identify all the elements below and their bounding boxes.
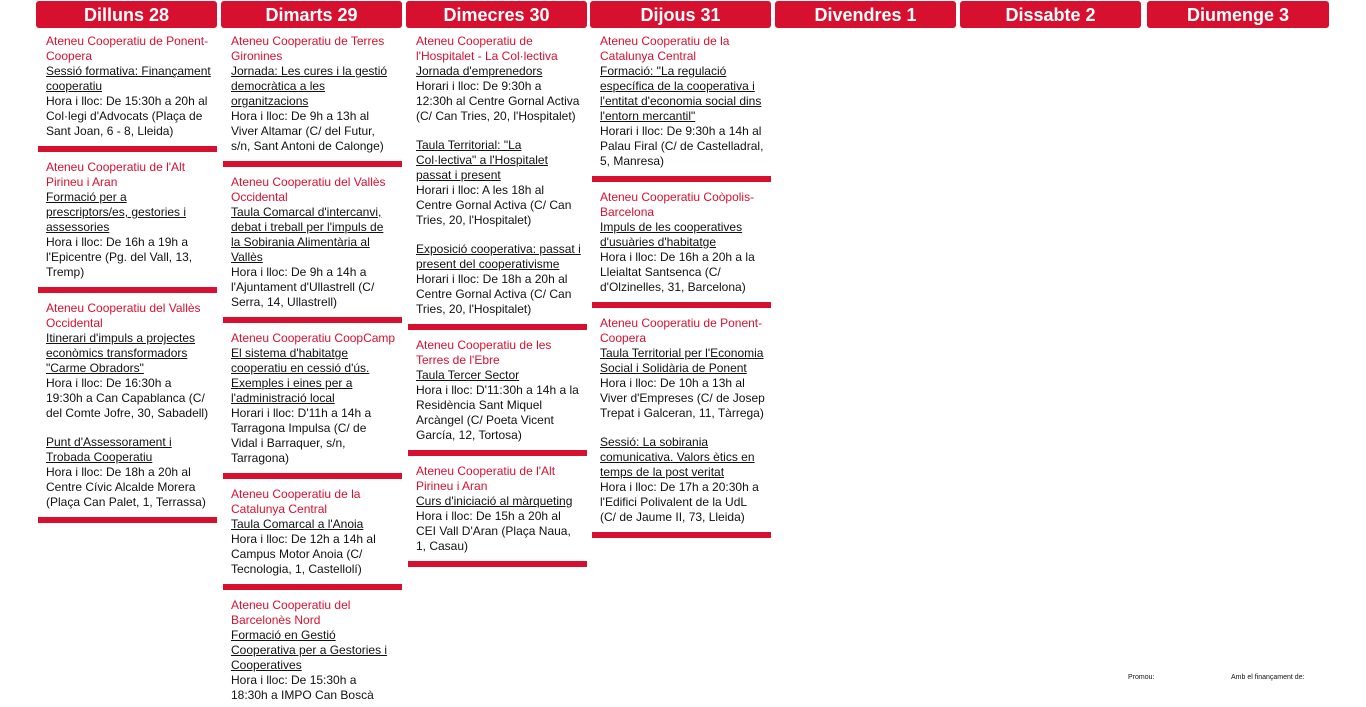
- event-separator: [223, 161, 402, 167]
- event-details: Hora i lloc: De 16:30h a 19:30h a Can Capablanca (C/ del Comte Jofre, 30, Sabadell): [46, 376, 209, 420]
- event-title-link[interactable]: Curs d'iniciació al màrqueting: [416, 494, 573, 508]
- footer-financament-label: Amb el finançament de:: [1231, 674, 1305, 681]
- event-details: Hora i lloc: De 15h a 20h al CEI Vall D'Aran (Plaça Naua, 1, Casau): [416, 509, 571, 553]
- event-details: Horari i lloc: De 9:30h a 12:30h al Centre Gornal Activa (C/ Can Tries, 20, l'Hospitalet): [416, 79, 580, 123]
- event-card: [223, 34, 402, 158]
- footer-promou-label: Promou:: [1128, 674, 1155, 681]
- event-card: [38, 301, 217, 514]
- event-organizer: Ateneu Cooperatiu de Ponent-Coopera: [600, 316, 763, 345]
- event-card: [592, 190, 771, 299]
- event-details: Hora i lloc: De 15:30h a 18:30h a IMPO Can Boscà: [231, 673, 374, 702]
- event-separator: [223, 584, 402, 590]
- event-separator: [38, 287, 217, 293]
- event-organizer: Ateneu Cooperatiu CoopCamp: [231, 331, 396, 345]
- event-separator: [223, 317, 402, 323]
- event-organizer: Ateneu Cooperatiu del Vallès Occidental: [46, 301, 201, 330]
- event-details: Hora i lloc: D'11:30h a 14h a la Residència Sant Miquel Arcàngel (C/ Poeta Vicent García, 12, Tortosa): [416, 383, 579, 442]
- event-title-link[interactable]: Formació per a prescriptors/es, gestories i assessories: [46, 190, 187, 234]
- event-title-link[interactable]: Taula Territorial: "La Col·lectiva" a l'Hospitalet passat i present: [416, 138, 548, 182]
- day-column-tuesday: [223, 34, 402, 707]
- event-organizer: Ateneu Cooperatiu de l'Hospitalet - La Col·lectiva: [416, 34, 558, 63]
- event-details: Horari i lloc: De 9:30h a 14h al Palau Firal (C/ de Castelladral, 5, Manresa): [600, 124, 764, 168]
- event-details: Horari i lloc: De 18h a 20h al Centre Gornal Activa (C/ Can Tries, 20, l'Hospitalet): [416, 272, 572, 316]
- event-card: [223, 331, 402, 470]
- event-details: Hora i lloc: De 15:30h a 20h al Col·legi d'Advocats (Plaça de Sant Joan, 6 - 8, Lleida): [46, 94, 208, 138]
- event-card: [38, 160, 217, 284]
- event-details: Hora i lloc: De 9h a 13h al Viver Altamar (C/ del Futur, s/n, Sant Antoni de Calonge): [231, 109, 384, 153]
- event-separator: [408, 324, 587, 330]
- event-organizer: Ateneu Cooperatiu de l'Alt Pirineu i Aran: [46, 160, 186, 189]
- event-title-link[interactable]: Sessió formativa: Finançament cooperatiu: [46, 64, 211, 93]
- event-organizer: Ateneu Cooperatiu de la Catalunya Central: [231, 487, 361, 516]
- event-card: [592, 316, 771, 529]
- event-title-link[interactable]: Taula Tercer Sector: [416, 368, 520, 382]
- event-organizer: Ateneu Cooperatiu de les Terres de l'Ebre: [416, 338, 552, 367]
- event-details: Hora i lloc: De 17h a 20:30h a l'Edifici Polivalent de la UdL (C/ de Jaume II, 73, Lleida): [600, 480, 759, 524]
- event-organizer: Ateneu Cooperatiu de Ponent-Coopera: [46, 34, 209, 63]
- event-card: [592, 34, 771, 173]
- day-column-monday: [38, 34, 217, 531]
- event-details: Hora i lloc: De 16h a 19h a l'Epicentre (Pg. del Vall, 13, Tremp): [46, 235, 193, 279]
- event-details: Horari i lloc: D'11h a 14h a Tarragona Impulsa (C/ de Vidal i Barraquer, s/n, Tarragona): [231, 406, 372, 465]
- event-title-link[interactable]: Sessió: La sobirania comunicativa. Valors ètics en temps de la post veritat: [600, 435, 755, 479]
- day-header-saturday[interactable]: Dissabte 2: [960, 1, 1141, 28]
- event-details: Hora i lloc: De 12h a 14h al Campus Motor Anoia (C/ Tecnologia, 1, Castellolí): [231, 532, 376, 576]
- event-organizer: Ateneu Cooperatiu de la Catalunya Central: [600, 34, 730, 63]
- event-details: Hora i lloc: De 10h a 13h al Viver d'Empreses (C/ de Josep Trepat i Galceran, 11, Tàrrega): [600, 376, 765, 420]
- event-card: [408, 338, 587, 447]
- event-separator: [408, 561, 587, 567]
- event-details: Hora i lloc: De 18h a 20h al Centre Cívic Alcalde Morera (Plaça Can Palet, 1, Terrassa): [46, 465, 206, 509]
- day-header-sunday[interactable]: Diumenge 3: [1147, 1, 1329, 28]
- event-card: [223, 598, 402, 707]
- event-organizer: Ateneu Cooperatiu de Terres Gironines: [231, 34, 385, 63]
- event-organizer: Ateneu Cooperatiu de l'Alt Pirineu i Aran: [416, 464, 556, 493]
- day-column-wednesday: [408, 34, 587, 575]
- event-card: [408, 464, 587, 558]
- event-organizer: Ateneu Cooperatiu Coòpolis-Barcelona: [600, 190, 755, 219]
- event-separator: [223, 473, 402, 479]
- event-separator: [408, 450, 587, 456]
- day-column-thursday: [592, 34, 771, 546]
- event-title-link[interactable]: Formació en Gestió Cooperativa per a Gestories i Cooperatives: [231, 628, 388, 672]
- day-header-friday[interactable]: Divendres 1: [775, 1, 956, 28]
- event-organizer: Ateneu Cooperatiu del Barcelonès Nord: [231, 598, 351, 627]
- event-details: Hora i lloc: De 16h a 20h a la Lleialtat Santsenca (C/ d'Olzinelles, 31, Barcelona): [600, 250, 755, 294]
- event-separator: [38, 146, 217, 152]
- event-title-link[interactable]: Jornada: Les cures i la gestió democràtica a les organitzacions: [231, 64, 388, 108]
- event-title-link[interactable]: El sistema d'habitatge cooperatiu en cessió d'ús. Exemples i eines per a l'administració local: [231, 346, 370, 405]
- event-separator: [38, 517, 217, 523]
- event-title-link[interactable]: Formació: "La regulació específica de la cooperativa i l'entitat d'economia social dins l'entorn mercantil": [600, 64, 762, 123]
- event-title-link[interactable]: Exposició cooperativa: passat i present del cooperativisme: [416, 242, 581, 271]
- event-card: [38, 34, 217, 143]
- event-details: Hora i lloc: De 9h a 14h a l'Ajuntament d'Ullastrell (C/ Serra, 14, Ullastrell): [231, 265, 375, 309]
- event-title-link[interactable]: Taula Comarcal a l'Anoia: [231, 517, 364, 531]
- event-separator: [592, 176, 771, 182]
- day-header-tuesday[interactable]: Dimarts 29: [221, 1, 402, 28]
- event-title-link[interactable]: Punt d'Assessorament i Trobada Cooperatiu: [46, 435, 172, 464]
- event-title-link[interactable]: Taula Territorial per l'Economia Social i Solidària de Ponent: [600, 346, 764, 375]
- event-card: [223, 175, 402, 314]
- event-separator: [592, 302, 771, 308]
- event-title-link[interactable]: Itinerari d'impuls a projectes econòmics transformadors "Carme Obradors": [46, 331, 196, 375]
- event-organizer: Ateneu Cooperatiu del Vallès Occidental: [231, 175, 386, 204]
- event-separator: [592, 532, 771, 538]
- day-header-wednesday[interactable]: Dimecres 30: [406, 1, 587, 28]
- event-details: Horari i lloc: A les 18h al Centre Gornal Activa (C/ Can Tries, 20, l'Hospitalet): [416, 183, 572, 227]
- day-header-monday[interactable]: Dilluns 28: [36, 1, 217, 28]
- event-title-link[interactable]: Taula Comarcal d'intercanvi, debat i treball per l'impuls de la Sobirania Alimentària al Vallès: [231, 205, 384, 264]
- event-card: [223, 487, 402, 581]
- event-title-link[interactable]: Impuls de les cooperatives d'usuàries d'habitatge: [600, 220, 743, 249]
- event-title-link[interactable]: Jornada d'emprenedors: [416, 64, 543, 78]
- day-header-thursday[interactable]: Dijous 31: [590, 1, 771, 28]
- event-card: [408, 34, 587, 321]
